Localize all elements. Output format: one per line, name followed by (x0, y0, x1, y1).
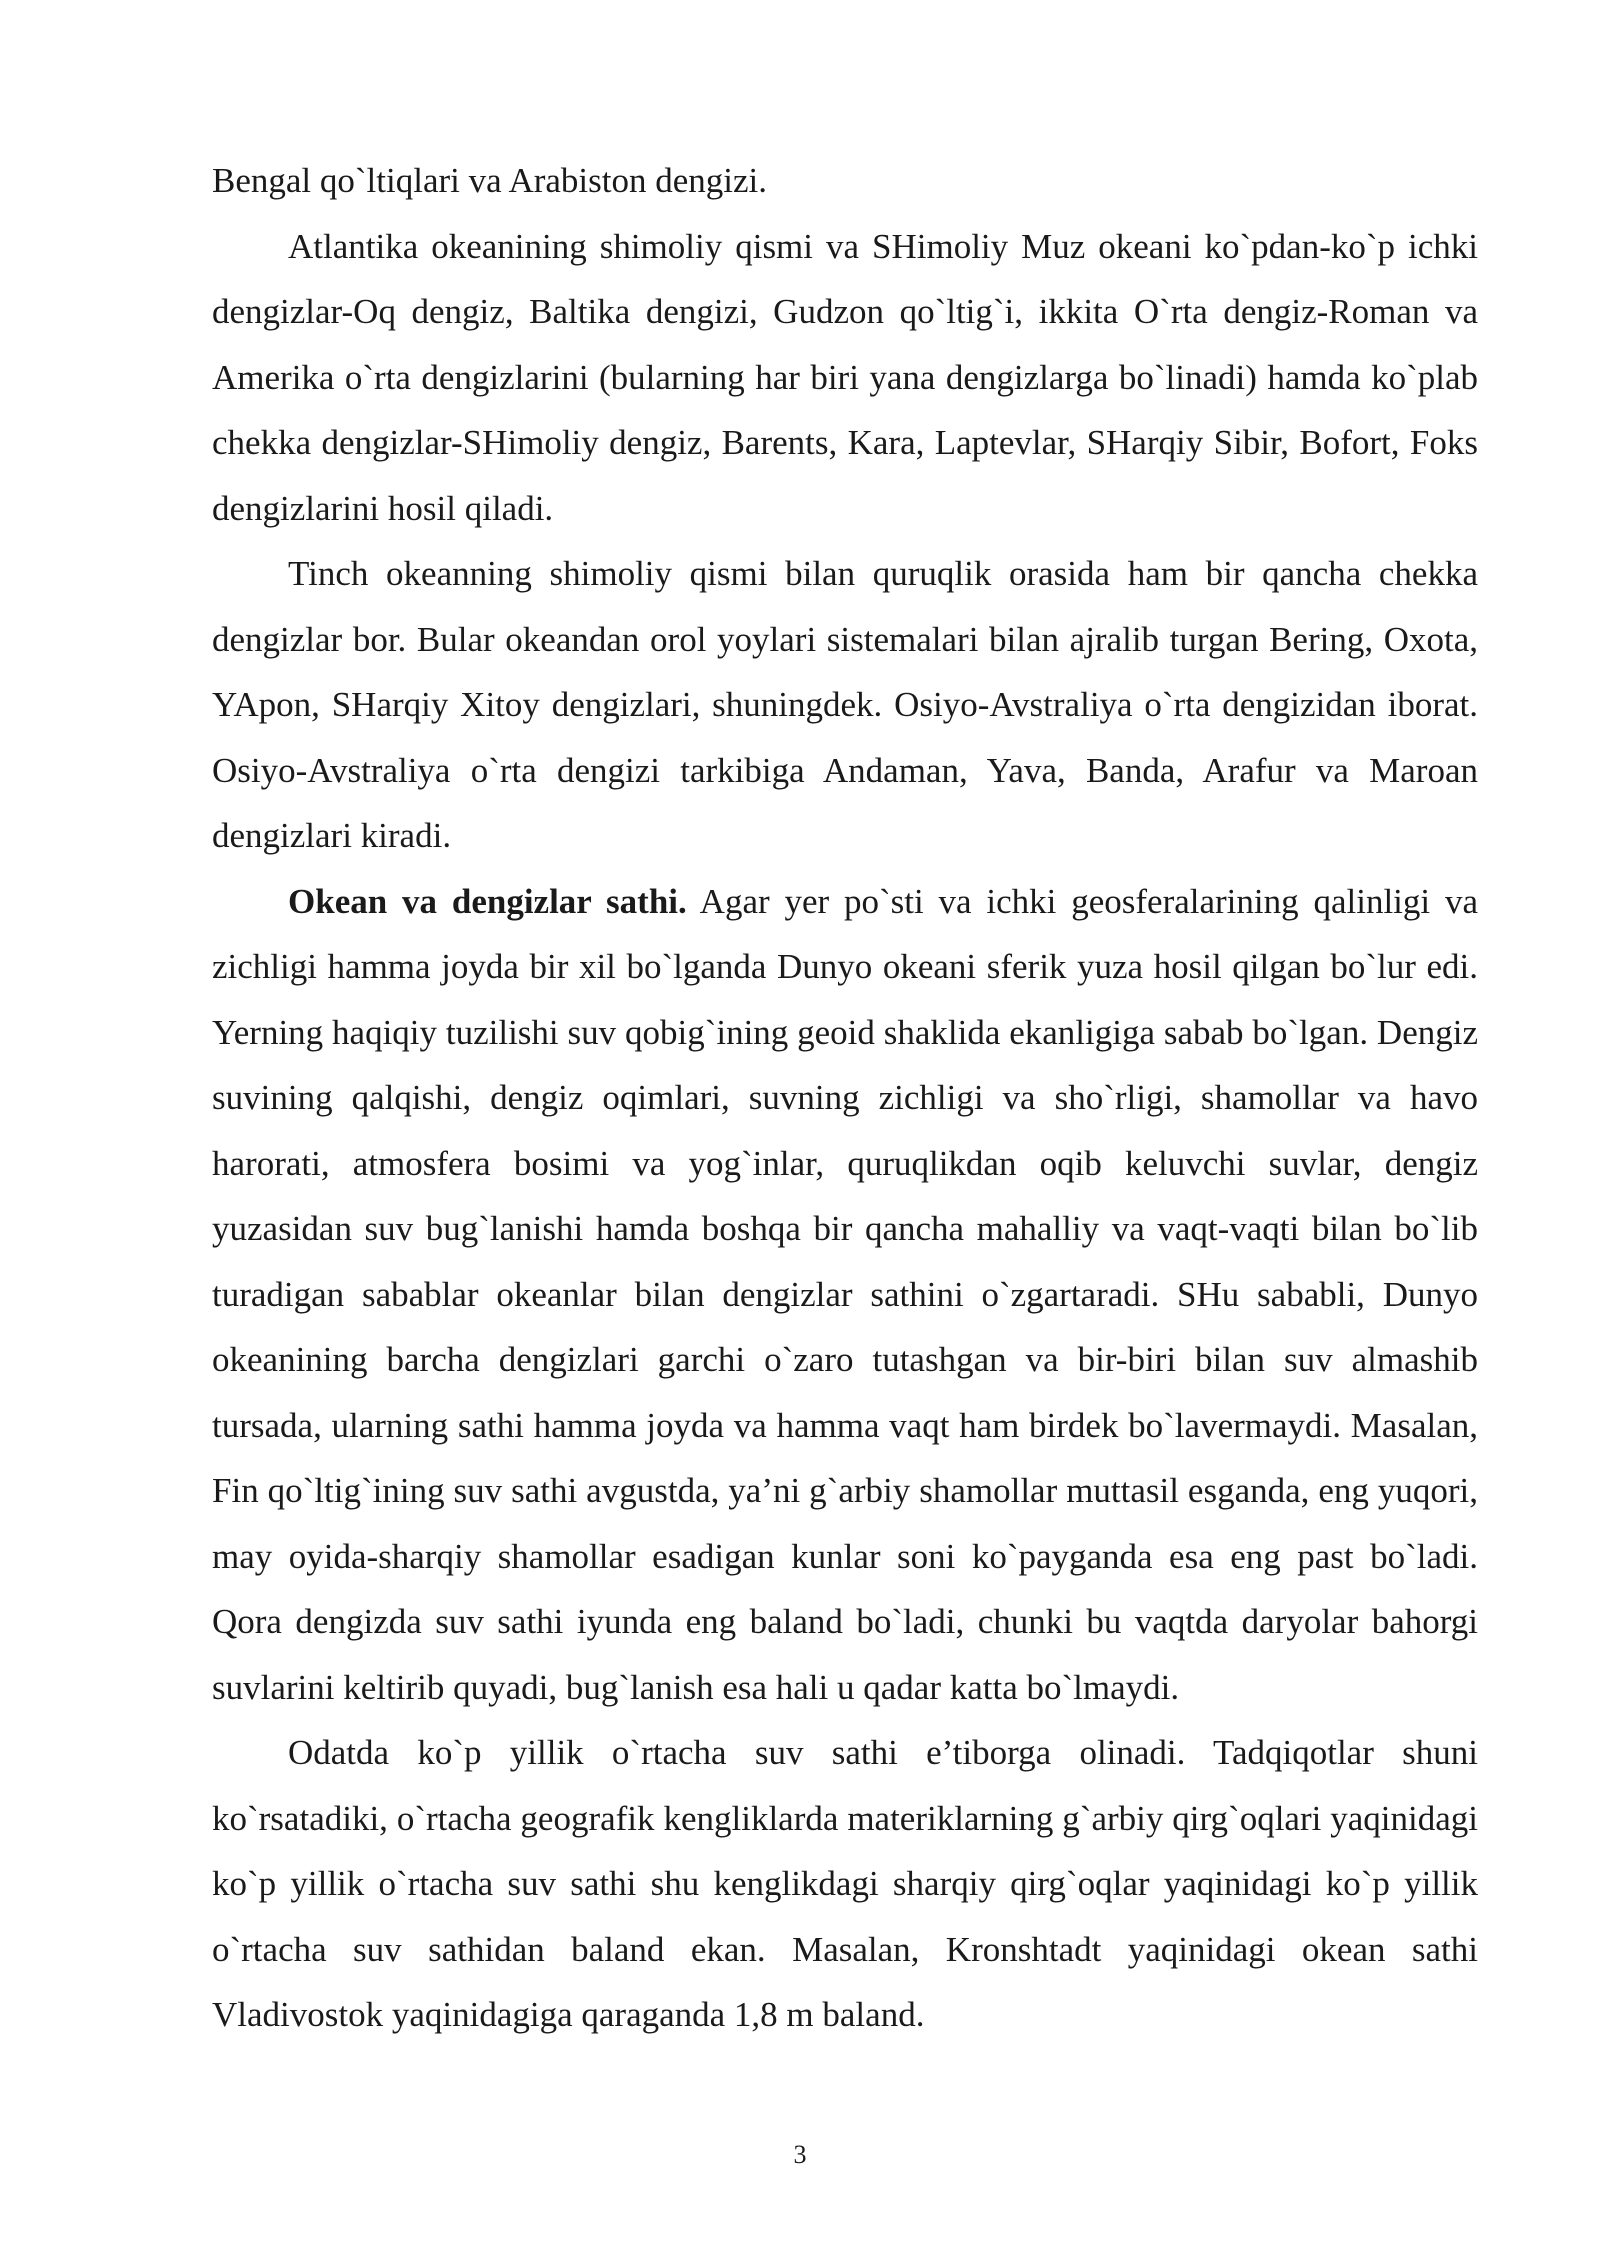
page-number: 3 (793, 2140, 807, 2169)
document-page (212, 148, 1478, 2048)
paragraph-5 (212, 1720, 1478, 2048)
paragraph-2 (212, 214, 1478, 542)
paragraph-1 (212, 148, 1478, 214)
paragraph-4-text: Agar yer po`sti va ichki geosferalarining qalinligi va zichligi hamma joyda bir xil bo`lganda Dunyo okeani sferik yuza hosil qilgan bo`lur edi. Yerning haqiqiy tuzilishi suv qobig`ining geoid shaklida ekanligiga sabab bo`lgan. Dengiz suvining qalqishi, dengiz oqimlari, suvning zichligi va sho`rligi, shamollar va havo harorati, atmosfera bosimi va yog`inlar, quruqlikdan oqib keluvchi suvlar, dengiz yuzasidan suv bug`lanishi hamda boshqa bir qancha mahalliy va vaqt-vaqti bilan bo`lib turadigan sabablar okeanlar bilan dengizlar sathini o`zgartaradi. SHu sababli, Dunyo okeanining barcha dengizlari garchi o`zaro tutashgan va bir-biri bilan suv almashib tursada, ularning sathi hamma joyda va hamma vaqt ham birdek bo`lavermaydi. Masalan, Fin qo`ltig`ining suv sathi avgustda, ya’ni g`arbiy shamollar muttasil esganda, eng yuqori, may oyida-sharqiy shamollar esadigan kunlar soni ko`payganda esa eng past bo`ladi. Qora dengizda suv sathi iyunda eng baland bo`ladi, chunki bu vaqtda daryolar bahorgi suvlarini keltirib quyadi, bug`lanish esa hali u qadar katta bo`lmaydi. (212, 881, 1478, 1707)
paragraph-4 (212, 869, 1478, 1721)
paragraph-3-text: Tinch okeanning shimoliy qismi bilan quruqlik orasida ham bir qancha chekka dengizlar bor. Bular okeandan orol yoylari sistemalari bilan ajralib turgan Bering, Oxota, YApon, SHarqiy Xitoy dengizlari, shuningdek. Osiyo-Avstraliya o`rta dengizidan iborat. Osiyo-Avstraliya o`rta dengizi tarkibiga Andaman, Yava, Banda, Arafur va Maroan dengizlari kiradi. (212, 554, 1478, 855)
paragraph-1-text: Bengal qo`ltiqlari va Arabiston dengizi. (212, 161, 768, 200)
paragraph-5-text: Odatda ko`p yillik o`rtacha suv sathi e’tiborga olinadi. Tadqiqotlar shuni ko`rsatadiki, o`rtacha geografik kengliklarda materiklarning g`arbiy qirg`oqlari yaqinidagi ko`p yillik o`rtacha suv sathi shu kenglikdagi sharqiy qirg`oqlar yaqinidagi ko`p yillik o`rtacha suv sathidan baland ekan. Masalan, Kronshtadt yaqinidagi okean sathi Vladivostok yaqinidagiga qaraganda 1,8 m baland. (212, 1733, 1478, 2034)
paragraph-3 (212, 541, 1478, 869)
paragraph-2-text: Atlantika okeanining shimoliy qismi va SHimoliy Muz okeani ko`pdan-ko`p ichki dengizlar-Oq dengiz, Baltika dengizi, Gudzon qo`ltig`i, ikkita O`rta dengiz-Roman va Amerika o`rta dengizlarini (bularning har biri yana dengizlarga bo`linadi) hamda ko`plab chekka dengizlar-SHimoliy dengiz, Barents, Kara, Laptevlar, SHarqiy Sibir, Bofort, Foks dengizlarini hosil qiladi. (212, 226, 1478, 528)
section-heading: Okean va dengizlar sathi. (288, 881, 687, 921)
